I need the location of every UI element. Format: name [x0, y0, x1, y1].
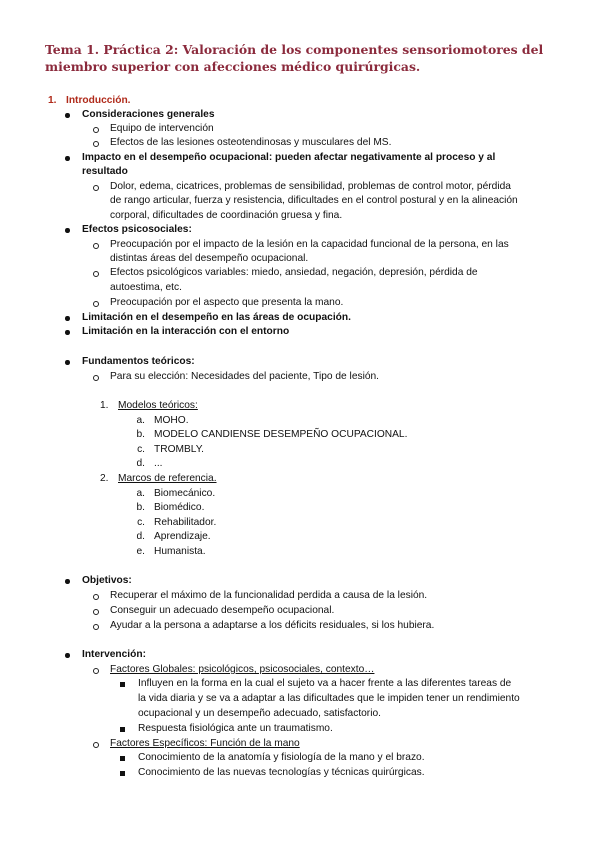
section-number: 1. [48, 95, 57, 106]
page-title: Tema 1. Práctica 2: Valoración de los componentes sensoriomotores del miembro superior con afecciones médico quirúrgicas. [45, 42, 544, 74]
list-item: Preocupación por el aspecto que presenta la mano. [110, 296, 343, 311]
letter-marker: d. [136, 531, 145, 542]
list-item: Recuperar el máximo de la funcionalidad perdida a causa de la lesión. [110, 589, 427, 604]
list-item-cont: ocupacional y un desempeño adecuado, satisfactorio. [138, 708, 381, 719]
bullet-consideraciones: Consideraciones generales [82, 108, 215, 123]
list-item: Equipo de intervención [110, 122, 214, 137]
list-item: Humanista. [154, 546, 206, 557]
list-item-cont: la vida diaria y se va a adaptar a las dificultades que le impiden tener un rendimiento [138, 693, 520, 704]
list-item: ... [154, 458, 163, 469]
letter-marker: a. [136, 488, 145, 499]
list-item: Para su elección: Necesidades del paciente, Tipo de lesión. [110, 370, 379, 385]
letter-marker: a. [136, 415, 145, 426]
bullet-efectos: Efectos psicosociales: [82, 223, 192, 238]
bullet-objetivos: Objetivos: [82, 574, 132, 589]
list-item: Conocimiento de la anatomía y fisiología de la mano y el brazo. [138, 751, 425, 766]
list-item: MOHO. [154, 415, 189, 426]
numbered-marker: 2. [100, 473, 109, 484]
subheading-marcos: Marcos de referencia. [118, 473, 217, 484]
list-item-cont: corporal, dificultades de coordinación gruesa y fina. [110, 210, 343, 221]
letter-marker: b. [136, 429, 145, 440]
list-item: MODELO CANDIENSE DESEMPEÑO OCUPACIONAL. [154, 429, 408, 440]
bullet-impacto-cont: resultado [82, 166, 128, 177]
subheading-globales: Factores Globales: psicológicos, psicosociales, contexto… [110, 663, 374, 678]
list-item: TROMBLY. [154, 444, 205, 455]
letter-marker: b. [136, 502, 145, 513]
subheading-modelos: Modelos teóricos: [118, 400, 198, 411]
list-item: Influyen en la forma en la cual el sujeto va a hacer frente a las diferentes tareas de [138, 677, 511, 692]
list-item: Biomecánico. [154, 488, 216, 499]
list-item: Rehabilitador. [154, 517, 217, 528]
list-item: Biomédico. [154, 502, 205, 513]
list-item: Ayudar a la persona a adaptarse a los déficits residuales, si los hubiera. [110, 619, 434, 634]
bullet-fundamentos: Fundamentos teóricos: [82, 355, 195, 370]
section-heading: Introducción. [66, 95, 131, 106]
subheading-especificos: Factores Específicos: Función de la mano [110, 737, 300, 752]
numbered-marker: 1. [100, 400, 109, 411]
list-item: Conocimiento de las nuevas tecnologías y técnicas quirúrgicas. [138, 766, 425, 781]
list-item-cont: distintas áreas del desempeño ocupacional. [110, 253, 309, 264]
list-item: Efectos de las lesiones osteotendinosas y musculares del MS. [110, 136, 391, 151]
letter-marker: e. [136, 546, 145, 557]
list-item-cont: autoestima, etc. [110, 282, 182, 293]
bullet-impacto: Impacto en el desempeño ocupacional: pueden afectar negativamente al proceso y al [82, 151, 495, 166]
list-item: Respuesta fisiológica ante un traumatismo. [138, 722, 333, 737]
list-item: Preocupación por el impacto de la lesión en la capacidad funcional de la persona, en las [110, 238, 509, 253]
list-item-cont: de rango articular, fuerza y resistencia, dificultades en el control postural y en la alineación [110, 195, 518, 206]
bullet-limitacion-entorno: Limitación en la interacción con el entorno [82, 325, 289, 340]
bullet-intervencion: Intervención: [82, 648, 146, 663]
list-item: Conseguir un adecuado desempeño ocupacional. [110, 604, 334, 619]
list-item: Efectos psicológicos variables: miedo, ansiedad, negación, depresión, pérdida de [110, 266, 478, 281]
list-item: Dolor, edema, cicatrices, problemas de sensibilidad, problemas de control motor, pérdida [110, 180, 511, 195]
letter-marker: c. [137, 444, 145, 455]
letter-marker: c. [137, 517, 145, 528]
letter-marker: d. [136, 458, 145, 469]
bullet-limitacion-desempeno: Limitación en el desempeño en las áreas de ocupación. [82, 311, 351, 326]
list-item: Aprendizaje. [154, 531, 211, 542]
